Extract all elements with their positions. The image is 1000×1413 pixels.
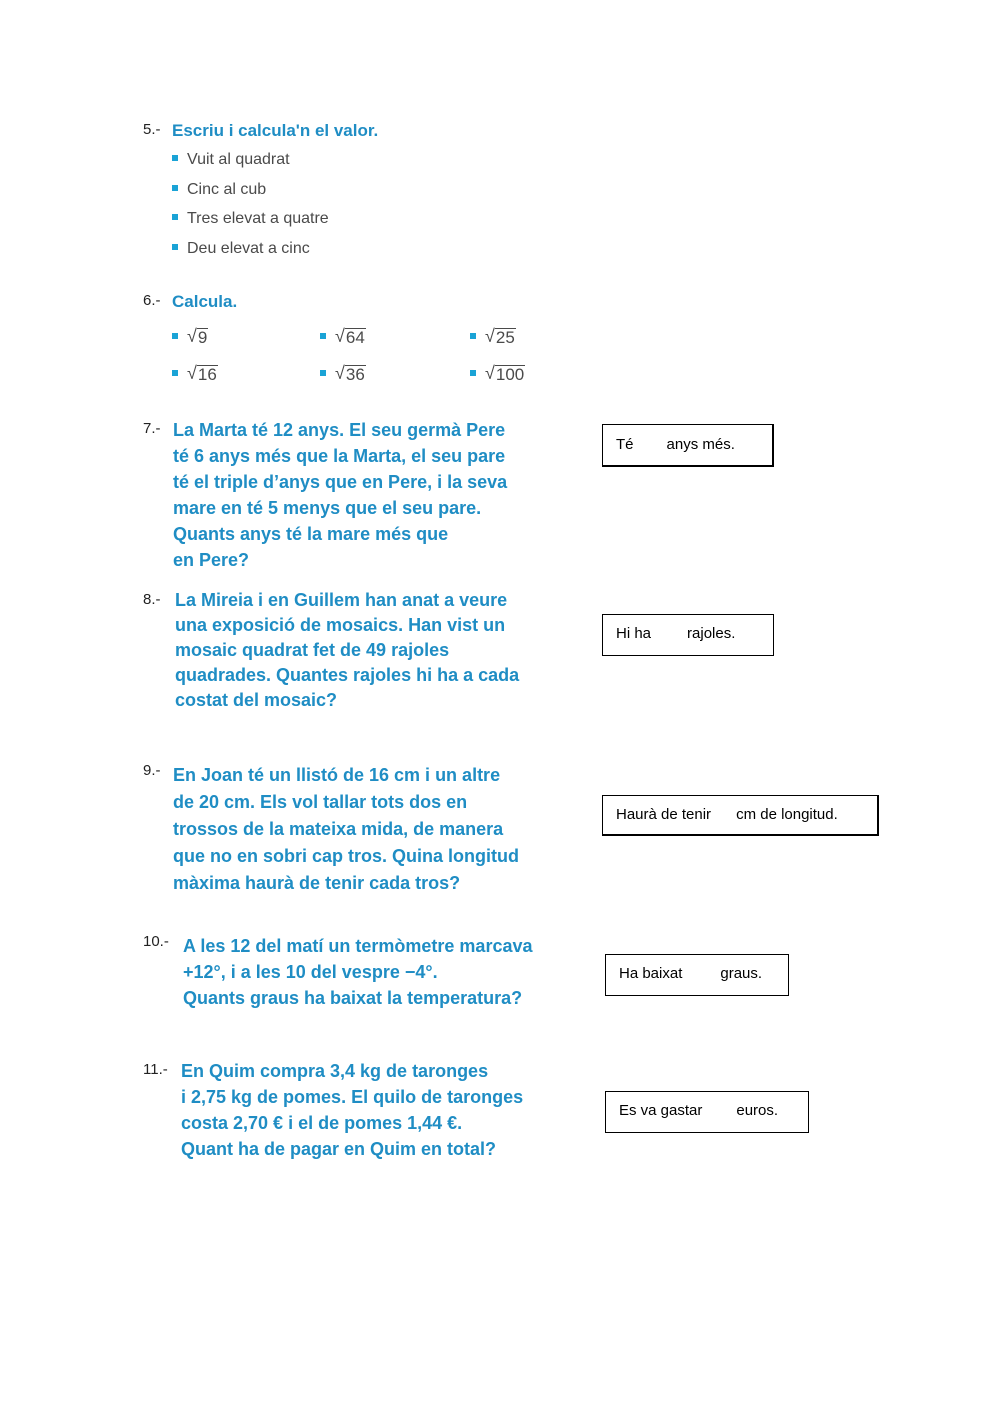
answer-prefix: Haurà de tenir (616, 806, 712, 823)
square-root: √ 36 (335, 363, 365, 384)
problem-line: i 2,75 kg de pomes. El quilo de taronges (181, 1087, 524, 1107)
exercise-5-item (172, 151, 290, 169)
exercise-5-title: Escriu i calcula'n el valor. (172, 121, 379, 140)
radicand: 36 (345, 365, 365, 384)
problem-line: mosaic quadrat fet de 49 rajoles (175, 640, 450, 660)
bullet-icon (172, 333, 178, 339)
exercise-5-item (172, 210, 329, 228)
problem-line: +12°, i a les 10 del vespre −4°. (183, 962, 438, 982)
problem-line: La Mireia i en Guillem han anat a veure (175, 590, 508, 610)
bullet-icon (470, 333, 476, 339)
answer-box-8 (602, 614, 774, 656)
problem-line: En Quim compra 3,4 kg de taronges (181, 1061, 489, 1081)
radicand: 25 (495, 328, 515, 347)
answer-box-9 (602, 795, 879, 836)
exercise-11-text (181, 1058, 523, 1162)
root-item (470, 363, 525, 384)
problem-line: trossos de la mateixa mida, de manera (173, 819, 504, 839)
answer-suffix: anys més. (666, 436, 735, 453)
exercise-6-number: 6.- (143, 292, 161, 309)
problem-line: La Marta té 12 anys. El seu germà Pere (173, 420, 506, 440)
exercise-10-number: 10.- (143, 933, 169, 950)
square-root: √ 9 (187, 326, 208, 347)
bullet-icon (172, 214, 178, 220)
item-text: Tres elevat a quatre (187, 210, 329, 227)
exercise-5-item (172, 181, 266, 199)
answer-prefix: Hi ha (616, 625, 652, 642)
answer-prefix: Té (616, 436, 634, 453)
root-item (320, 363, 366, 384)
radicand: 64 (345, 328, 365, 347)
bullet-icon (172, 185, 178, 191)
exercise-7-number: 7.- (143, 420, 161, 437)
bullet-icon (320, 370, 326, 376)
problem-line: A les 12 del matí un termòmetre marcava (183, 936, 533, 956)
problem-line: costa 2,70 € i el de pomes 1,44 €. (181, 1113, 463, 1133)
exercise-5-item (172, 240, 310, 258)
problem-line: Quant ha de pagar en Quim en total? (181, 1139, 497, 1159)
exercise-11-number: 11.- (143, 1061, 168, 1078)
item-text: Cinc al cub (187, 181, 267, 198)
problem-line: té el triple d’anys que en Pere, i la seva (173, 472, 508, 492)
answer-prefix: Es va gastar (619, 1102, 703, 1119)
exercise-6-title: Calcula. (172, 292, 238, 311)
answer-box-11 (605, 1091, 809, 1133)
square-root: √ 64 (335, 326, 365, 347)
root-item (320, 326, 366, 347)
problem-line: En Joan té un llistó de 16 cm i un altre (173, 765, 501, 785)
problem-line: mare en té 5 menys que el seu pare. (173, 498, 482, 518)
item-text: Deu elevat a cinc (187, 240, 310, 257)
answer-suffix: graus. (720, 965, 763, 982)
bullet-icon (320, 333, 326, 339)
bullet-icon (470, 370, 476, 376)
radicand: 9 (197, 328, 208, 347)
problem-line: de 20 cm. Els vol tallar tots dos en (173, 792, 468, 812)
bullet-icon (172, 244, 178, 250)
radicand: 100 (495, 365, 525, 384)
root-item (470, 326, 516, 347)
exercise-7-text (173, 417, 507, 573)
bullet-icon (172, 370, 178, 376)
square-root: √ 16 (187, 363, 217, 384)
exercise-8-number: 8.- (143, 591, 161, 608)
problem-line: màxima haurà de tenir cada tros? (173, 873, 461, 893)
problem-line: Quants graus ha baixat la temperatura? (183, 988, 523, 1008)
square-root: √ 100 (485, 363, 525, 384)
problem-line: quadrades. Quantes rajoles hi ha a cada (175, 665, 520, 685)
problem-line: que no en sobri cap tros. Quina longitud (173, 846, 520, 866)
exercise-10-text (183, 933, 533, 1011)
problem-line: costat del mosaic? (175, 690, 338, 710)
problem-line: una exposició de mosaics. Han vist un (175, 615, 506, 635)
answer-suffix: rajoles. (687, 625, 736, 642)
item-text: Vuit al quadrat (187, 151, 290, 168)
problem-line: en Pere? (173, 550, 250, 570)
problem-line: té 6 anys més que la Marta, el seu pare (173, 446, 506, 466)
answer-suffix: euros. (736, 1102, 779, 1119)
answer-box-10 (605, 954, 789, 996)
problem-line: Quants anys té la mare més que (173, 524, 449, 544)
answer-prefix: Ha baixat (619, 965, 683, 982)
answer-suffix: cm de longitud. (736, 806, 838, 823)
exercise-9-text (173, 762, 519, 897)
square-root: √ 25 (485, 326, 515, 347)
answer-box-7 (602, 424, 774, 467)
exercise-8-text (175, 588, 519, 713)
exercise-9-number: 9.- (143, 762, 161, 779)
bullet-icon (172, 155, 178, 161)
exercise-5-number: 5.- (143, 121, 161, 138)
root-item (172, 363, 218, 384)
root-item (172, 326, 208, 347)
radicand: 16 (197, 365, 217, 384)
